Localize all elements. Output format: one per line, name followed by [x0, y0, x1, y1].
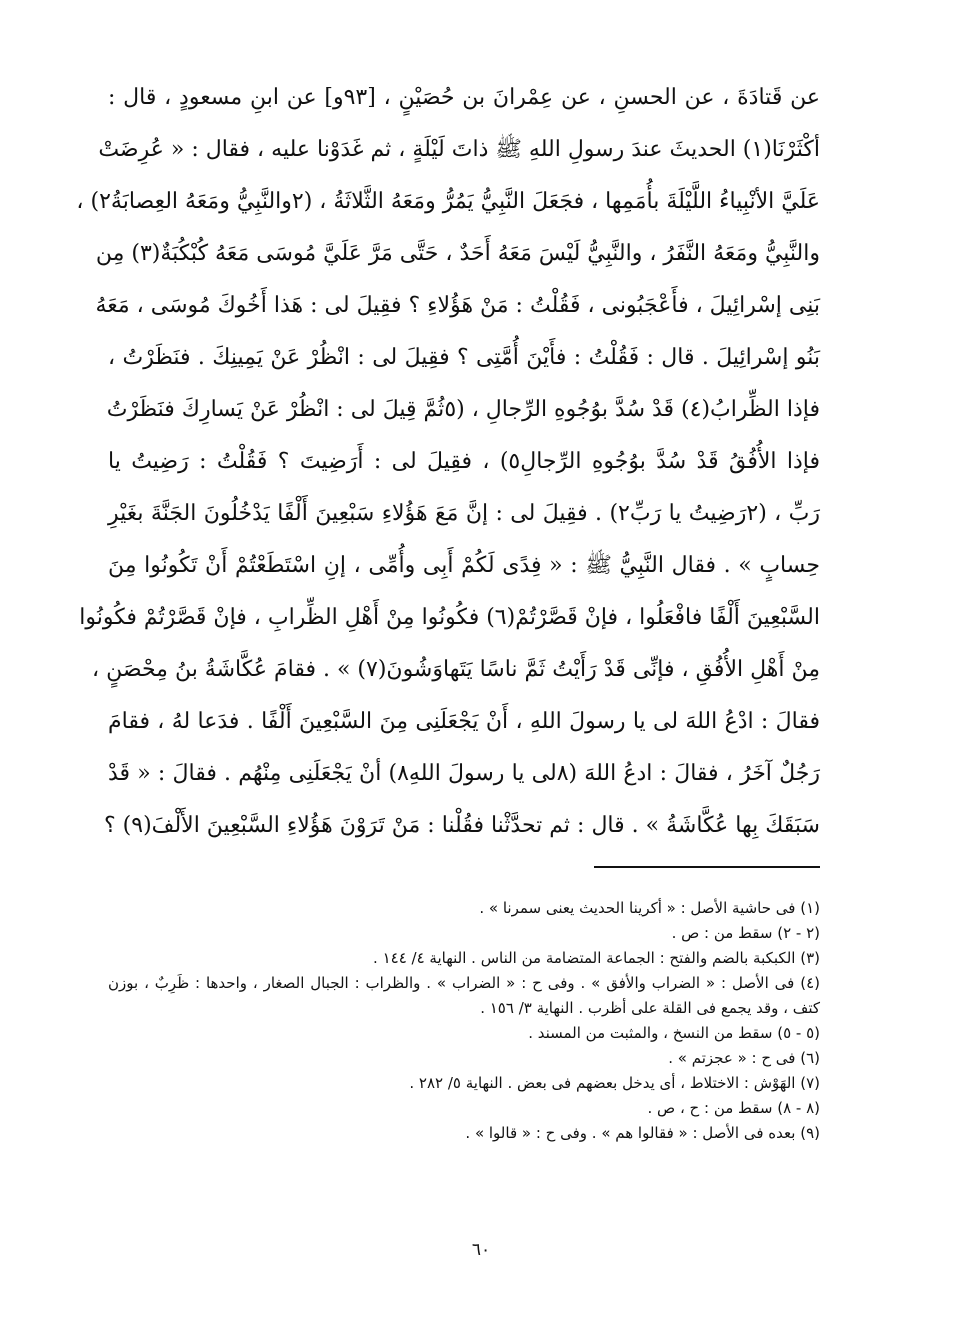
main-text-line: حِسابٍ » . فقال النَّبِيُّ ﷺ : « فِدًى لَكُمْ أَبِى وأُمِّى ، إنِ اسْتَطَعْتُمْ أَنْ تَكُونُوا مِنَ — [108, 553, 820, 578]
main-text-line: سَبَقَكَ بِها عُكَّاشَةُ » . قال : ثم تحدَّثْنا فقُلْنا : مَنْ تَرَوْنَ هَؤُلاءِ السَّبْعِينَ الأَلْفَ(٩) ؟ — [104, 813, 820, 838]
footnote: (٩) بعده فى الأصل : « فقالوا هم » . وفى ح : « قالوا » . — [465, 1124, 820, 1142]
main-text-line: بَنِى إسْرائِيلَ ، فأَعْجَبُونى ، فَقُلْتُ : مَنْ هَؤُلاءِ ؟ فقِيلَ لى : هَذا أَخُوكَ مُوسَى ، مَعَهُ — [95, 293, 820, 318]
main-text-line: والنَّبِيُّ ومَعَهُ النَّفَرُ ، والنَّبِيُّ لَيْسَ مَعَهُ أَحَدٌ ، حَتَّى مَرَّ عَلَيَّ مُوسَى مَعَهُ كُبْكُبَةٌ(٣) مِن — [95, 241, 820, 266]
footnote: (٧) الهَوْش : الاختلاط ، أى يدخل بعضهم فى بعض . النهاية ٥/ ٢٨٢ . — [409, 1074, 820, 1092]
footnote: (٦) فى ح : « عجزتم » . — [668, 1049, 820, 1067]
footnote: (١) فى حاشية الأصل : « أكرينا الحديث يعنى سمرنا » . — [479, 899, 820, 917]
footnote: (٤) فى الأصل : « الضراب والأفق » . وفى ح : « الضراب » . والظراب : الجبال الصغار ، واحدها : ظَرِبٌ ، بوزن كتف ، وقد يجمع فى القلة على أظرب . النهاية ٣/ ١٥٦ . — [108, 974, 820, 1017]
main-text-line: مِنْ أَهْلِ الأُفُقِ ، فإنِّى قَدْ رَأَيْتُ ثَمَّ ناسًا يَتَهاوَشُونَ(٧) » . فقامَ عُكَّاشَةُ بنُ مِحْصَنٍ ، — [92, 657, 820, 682]
footnote: (٥ - ٥) سقط من النسخ ، والمثبت من المسند . — [528, 1024, 820, 1042]
page-number: ٦٠ — [471, 1240, 491, 1260]
main-text-line: بَنُو إسْرائِيلَ . قال : فَقُلْتُ : فأَيْنَ أُمَّتِى ؟ فقِيلَ لى : انْظُرْ عَنْ يَمِينِكَ . فنَظَرْتُ ، — [108, 345, 820, 370]
main-text-line: فإذا الأُفُقُ قَدْ سُدَّ بوُجُوهِ الرِّجالِ٥) ، فقِيلَ لى : أَرَضِيتَ ؟ فَقُلْتُ : رَضِيتُ يا — [108, 449, 820, 474]
main-text-line: رَبِّ ، (٢رَضِيتُ يا رَبِّ٢) . فقِيلَ لى : إنَّ مَعَ هَؤُلاءِ سَبْعِينَ أَلْفًا يَدْخُلُونَ الجَنَّةَ بغَيْرِ — [108, 501, 820, 526]
main-text-line: عَلَيَّ الأنْبِياءُ اللَّيْلَةَ بأُمَمِها ، فجَعَلَ النَّبِيُّ يَمُرُّ ومَعَهُ الثَّلاثَةُ ، (٢والنَّبِيُّ ومَعَهُ العِصابَةُ٢) ، — [76, 189, 820, 214]
main-text-line: أكْثَرْنَا(١) الحديثَ عندَ رسولِ اللهِ ﷺ ذاتَ لَيْلَةٍ ، ثم غَدَوْنا عليه ، فقال : « عُرِضَتْ — [98, 137, 820, 162]
main-text-line: فقالَ : ادْعُ اللهَ لى يا رسولَ اللهِ ، أَنْ يَجْعَلَنِى مِنَ السَّبْعِينَ أَلْفًا . فدَعا لهُ ، فقامَ — [108, 709, 820, 734]
main-text-line: فإذا الظِّرابُ(٤) قَدْ سُدَّ بوُجُوهِ الرِّجالِ ، (٥ثُمَّ قِيلَ لى : انْظُرْ عَنْ يَسارِكَ فنَظَرْتُ — [106, 397, 820, 422]
footnote: (٣) الكبكبة بالضم والفتح : الجماعة المتضامة من الناس . النهاية ٤/ ١٤٤ . — [373, 949, 820, 967]
footnote-divider — [594, 866, 820, 868]
footnote: (٨ - ٨) سقط من : ح ، ص . — [647, 1099, 820, 1117]
footnotes-block — [108, 896, 820, 1146]
main-text-line: رَجُلٌ آخَرُ ، فقالَ : ادعُ اللهَ (٨لى يا رسولَ اللهِ٨) أنْ يَجْعَلَنِى مِنْهُم . فقالَ : « قَدْ — [108, 761, 820, 786]
main-text-block — [76, 72, 820, 852]
main-text-line: عن قَتادَةَ ، عن الحسنِ ، عن عِمْرانَ بن حُصَيْنٍ ، [٩٣و] عن ابنِ مسعودٍ ، قال : — [108, 85, 820, 110]
main-text-line: السَّبْعِينَ أَلْفًا فافْعَلُوا ، فإنْ قَصَّرْتُمْ(٦) فكُونُوا مِنْ أَهْلِ الظِّرابِ ، فإنْ قَصَّرْتُمْ فكُونُوا — [79, 605, 820, 630]
footnote: (٢ - ٢) سقط من : ص . — [671, 924, 820, 942]
